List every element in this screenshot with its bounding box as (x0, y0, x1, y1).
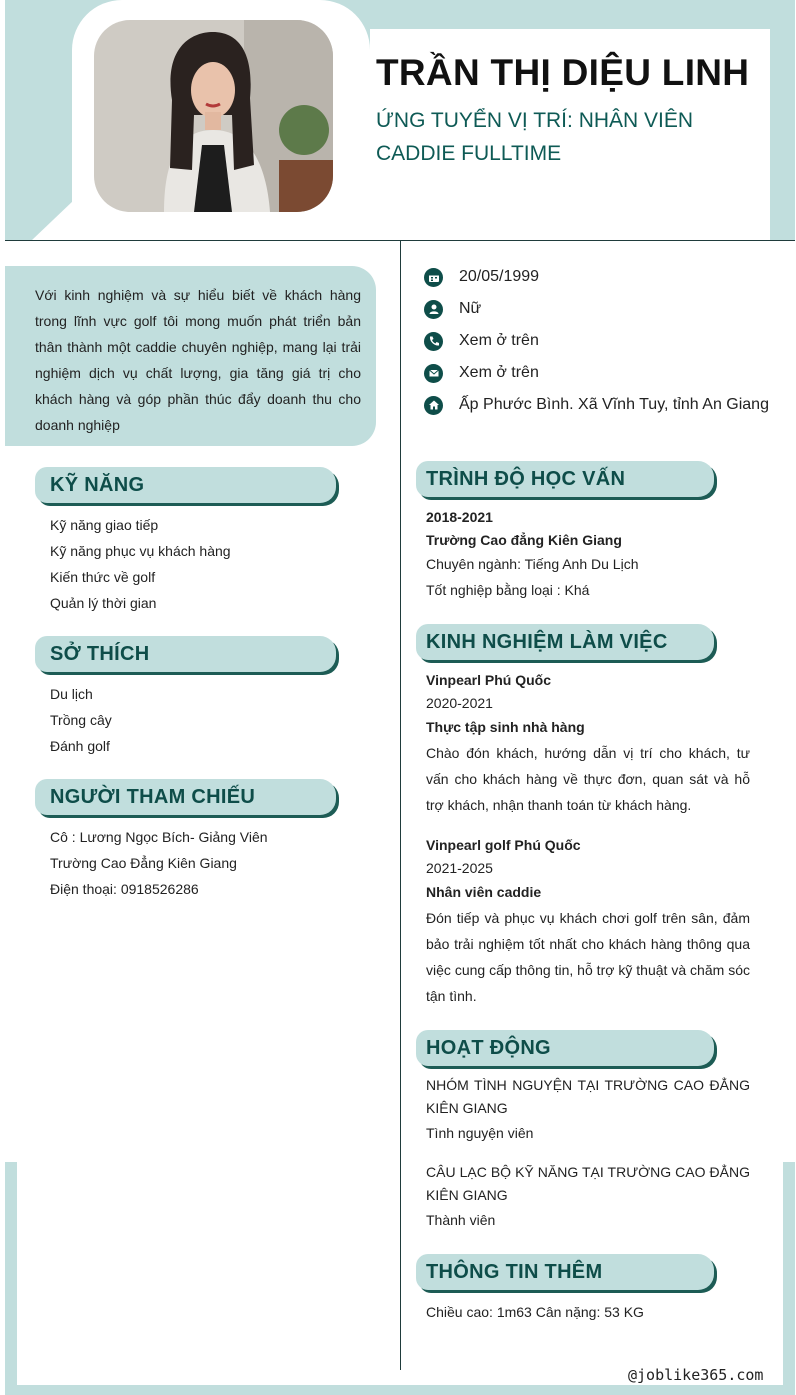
contact-email: Xem ở trên (424, 357, 769, 389)
hobbies-list (50, 681, 112, 759)
activities-heading (416, 1030, 714, 1066)
activities-title: HOẠT ĐỘNG (426, 1037, 551, 1059)
education-title: TRÌNH ĐỘ HỌC VẤN (426, 468, 626, 490)
job-company: Vinpearl golf Phú Quốc (426, 837, 581, 853)
job-period: 2021-2025 (426, 860, 493, 876)
list-item: Điện thoại: 0918526286 (50, 881, 199, 897)
job-description: Đón tiếp và phục vụ khách chơi golf trên sân, đảm bảo trải nghiệm tốt nhất cho khách hàng thông qua việc cung cấp thông tin, hỗ trợ kỹ thuật và chăm sóc tận tình. (426, 910, 750, 1004)
job-role: Nhân viên caddie (426, 884, 542, 900)
extra-info-heading (416, 1254, 714, 1290)
list-item: Quản lý thời gian (50, 595, 157, 611)
header-corner (32, 200, 74, 240)
contact-info (424, 261, 769, 421)
hobbies-title: SỞ THÍCH (50, 643, 150, 665)
profile-photo (94, 20, 333, 212)
references-heading (35, 779, 336, 815)
experience-heading (416, 624, 714, 660)
references-title: NGƯỜI THAM CHIẾU (50, 786, 256, 808)
skills-list (50, 512, 231, 616)
extra-info-title: THÔNG TIN THÊM (426, 1261, 603, 1283)
skills-title: KỸ NĂNG (50, 474, 145, 496)
education-major: Chuyên ngành: Tiếng Anh Du Lịch (426, 556, 639, 572)
extra-info-text: Chiều cao: 1m63 Cân nặng: 53 KG (426, 1304, 644, 1320)
experience-job-2 (426, 836, 750, 1009)
objective-text: Với kinh nghiệm và sự hiểu biết về khách hàng trong lĩnh vực golf tôi mong muốn phát triển bản thân thành một caddie chuyên nghiệp, mang lại trải nghiệm dịch vụ chất lượng, gia tăng giá trị cho khách hàng và góp phần thúc đẩy doanh thu cho doanh nghiệp (35, 287, 361, 433)
job-period: 2020-2021 (426, 695, 493, 711)
activity-role: Thành viên (426, 1212, 496, 1228)
activity-1 (426, 1074, 750, 1144)
education-school: Trường Cao đẳng Kiên Giang (426, 532, 622, 548)
contact-gender: Nữ (424, 293, 769, 325)
list-item: Du lịch (50, 686, 93, 702)
contact-dob: 20/05/1999 (424, 261, 769, 293)
job-role: Thực tập sinh nhà hàng (426, 719, 585, 735)
activity-2 (426, 1161, 750, 1231)
contact-address: Ấp Phước Bình. Xã Vĩnh Tuy, tỉnh An Giang (424, 389, 769, 421)
references-list (50, 824, 268, 902)
education-period: 2018-2021 (426, 509, 493, 525)
contact-phone: Xem ở trên (424, 325, 769, 357)
list-item: Trồng cây (50, 712, 112, 728)
list-item: Cô : Lương Ngọc Bích- Giảng Viên (50, 829, 268, 845)
list-item: Trường Cao Đẳng Kiên Giang (50, 855, 237, 871)
experience-title: KINH NGHIỆM LÀM VIỆC (426, 631, 668, 653)
list-item: Kỹ năng phục vụ khách hàng (50, 543, 231, 559)
list-item: Kỹ năng giao tiếp (50, 517, 159, 533)
watermark: @joblike365.com (628, 1366, 764, 1384)
skills-heading (35, 467, 336, 503)
column-divider (400, 240, 401, 1370)
education-grade: Tốt nghiệp bằng loại : Khá (426, 582, 590, 598)
list-item: Kiến thức về golf (50, 569, 156, 585)
calendar-icon (424, 268, 443, 287)
education-entry (426, 508, 750, 607)
home-icon (424, 396, 443, 415)
job-description: Chào đón khách, hướng dẫn vị trí cho khách, tư vấn cho khách hàng về thực đơn, quan sát và hỗ trợ khách, nhận thanh toán từ khách hàng. (426, 745, 750, 813)
job-company: Vinpearl Phú Quốc (426, 672, 551, 688)
user-icon (424, 300, 443, 319)
career-objective (5, 266, 376, 446)
candidate-name: TRẦN THỊ DIỆU LINH (376, 52, 750, 93)
activity-role: Tình nguyện viên (426, 1125, 534, 1141)
education-heading (416, 461, 714, 497)
phone-icon (424, 332, 443, 351)
hobbies-heading (35, 636, 336, 672)
applied-position: ỨNG TUYỂN VỊ TRÍ: NHÂN VIÊN CADDIE FULLTIME (376, 109, 694, 165)
list-item: Đánh golf (50, 738, 110, 754)
activity-org: NHÓM TÌNH NGUYỆN TẠI TRƯỜNG CAO ĐẲNG KIÊN GIANG (426, 1077, 750, 1116)
activity-org: CÂU LẠC BỘ KỸ NĂNG TẠI TRƯỜNG CAO ĐẲNG KIÊN GIANG (426, 1164, 750, 1203)
experience-job-1 (426, 671, 750, 818)
mail-icon (424, 364, 443, 383)
